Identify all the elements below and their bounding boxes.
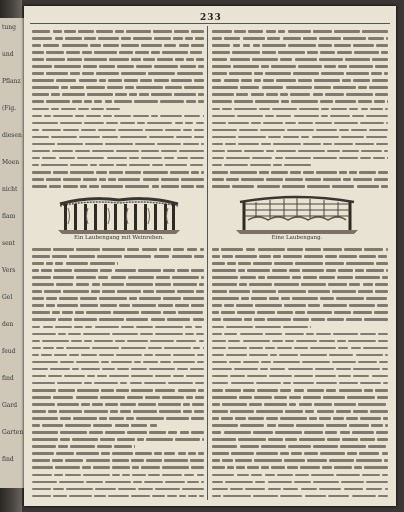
text-line — [212, 309, 388, 316]
text-line — [32, 366, 204, 373]
margin-word: find — [2, 456, 14, 463]
text-line — [212, 316, 388, 323]
left-column-text-bottom — [32, 246, 204, 500]
text-line — [212, 155, 388, 162]
text-line — [212, 352, 388, 359]
margin-word: nicht — [2, 186, 18, 193]
text-line — [32, 127, 204, 134]
text-line — [32, 373, 204, 380]
text-line — [212, 324, 388, 331]
text-line — [212, 436, 388, 443]
text-line — [32, 493, 204, 500]
text-line — [32, 486, 204, 493]
text-line — [32, 436, 204, 443]
text-line — [212, 387, 388, 394]
text-line — [212, 141, 388, 148]
right-figure-caption: Eine Laubengang. — [271, 235, 323, 241]
right-column-text-top — [212, 28, 388, 192]
text-line — [212, 260, 388, 267]
text-line — [32, 422, 204, 429]
text-line — [212, 457, 388, 464]
text-line — [212, 486, 388, 493]
text-line — [212, 267, 388, 274]
text-line — [32, 479, 204, 486]
text-line — [212, 359, 388, 366]
text-line — [212, 472, 388, 479]
text-line — [212, 302, 388, 309]
margin-word: (Fig. — [2, 105, 17, 112]
text-line — [32, 28, 204, 35]
text-line — [32, 443, 204, 450]
margin-word: Pflanz — [2, 78, 21, 85]
text-line — [32, 464, 204, 471]
text-line — [32, 450, 204, 457]
text-line — [32, 70, 204, 77]
text-line — [32, 331, 204, 338]
text-line — [212, 42, 388, 49]
text-line — [212, 253, 388, 260]
text-line — [212, 162, 388, 169]
text-line — [32, 415, 204, 422]
margin-word: und — [2, 51, 14, 58]
text-line — [32, 84, 204, 91]
text-line — [212, 415, 388, 422]
text-line — [32, 106, 204, 113]
text-line — [212, 246, 388, 253]
text-line — [212, 281, 388, 288]
margin-word: sent — [2, 240, 15, 247]
right-figure-arbor — [236, 194, 358, 242]
text-line — [32, 352, 204, 359]
text-line — [32, 49, 204, 56]
text-line — [32, 98, 204, 105]
text-line — [32, 169, 204, 176]
text-line — [212, 479, 388, 486]
text-line — [212, 429, 388, 436]
margin-word: Gel — [2, 294, 13, 301]
text-line — [32, 401, 204, 408]
left-column-text-top — [32, 28, 204, 192]
text-line — [212, 295, 388, 302]
text-line — [212, 56, 388, 63]
text-line — [32, 295, 204, 302]
text-line — [32, 176, 204, 183]
text-line — [32, 338, 204, 345]
margin-word: diesen — [2, 132, 22, 139]
text-line — [212, 49, 388, 56]
pergola-illustration — [58, 194, 180, 234]
text-line — [32, 63, 204, 70]
margin-word: Moen — [2, 159, 20, 166]
text-line — [32, 387, 204, 394]
text-line — [212, 331, 388, 338]
left-figure-caption: Ein Laubengang mit Weinreben. — [73, 235, 165, 241]
text-line — [212, 464, 388, 471]
text-line — [32, 35, 204, 42]
header-rule — [30, 23, 390, 24]
arbor-illustration — [236, 194, 358, 234]
text-line — [212, 394, 388, 401]
text-line — [212, 450, 388, 457]
text-line — [212, 98, 388, 105]
text-line — [212, 106, 388, 113]
page-leaf — [24, 6, 396, 506]
text-line — [32, 134, 204, 141]
text-line — [32, 120, 204, 127]
page-number: 233 — [200, 13, 222, 23]
margin-word: flam — [2, 213, 16, 220]
text-line — [32, 394, 204, 401]
text-line — [212, 77, 388, 84]
text-line — [32, 309, 204, 316]
text-line — [32, 113, 204, 120]
text-line — [212, 493, 388, 500]
margin-word: tung — [2, 24, 16, 31]
text-line — [212, 443, 388, 450]
text-line — [32, 316, 204, 323]
text-line — [32, 155, 204, 162]
text-line — [32, 281, 204, 288]
margin-word: den — [2, 321, 14, 328]
margin-word: Gard — [2, 402, 18, 409]
text-line — [212, 401, 388, 408]
text-line — [32, 274, 204, 281]
text-line — [212, 183, 388, 190]
margin-word: feud — [2, 348, 16, 355]
margin-word: Garten — [2, 429, 24, 436]
text-line — [212, 127, 388, 134]
text-line — [212, 91, 388, 98]
text-line — [212, 148, 388, 155]
text-line — [212, 422, 388, 429]
text-line — [32, 267, 204, 274]
text-line — [32, 42, 204, 49]
text-line — [212, 176, 388, 183]
text-line — [212, 113, 388, 120]
text-line — [212, 373, 388, 380]
text-line — [212, 288, 388, 295]
text-line — [32, 246, 204, 253]
column-divider — [207, 26, 208, 500]
left-figure-pergola — [58, 194, 180, 242]
text-line — [32, 345, 204, 352]
text-line — [212, 120, 388, 127]
text-line — [212, 274, 388, 281]
text-line — [32, 288, 204, 295]
text-line — [212, 134, 388, 141]
text-line — [212, 63, 388, 70]
text-line — [212, 84, 388, 91]
text-line — [32, 148, 204, 155]
text-line — [32, 380, 204, 387]
text-line — [32, 260, 204, 267]
text-line — [32, 457, 204, 464]
right-column-text-bottom — [212, 246, 388, 500]
text-line — [212, 366, 388, 373]
text-line — [32, 162, 204, 169]
text-line — [32, 302, 204, 309]
text-line — [32, 408, 204, 415]
text-line — [212, 70, 388, 77]
text-line — [32, 472, 204, 479]
text-line — [32, 359, 204, 366]
text-line — [32, 77, 204, 84]
text-line — [212, 345, 388, 352]
text-line — [212, 35, 388, 42]
margin-word: find — [2, 375, 14, 382]
text-line — [32, 56, 204, 63]
text-line — [32, 253, 204, 260]
previous-page-edge — [0, 18, 24, 488]
text-line — [32, 324, 204, 331]
margin-word: Vers — [2, 267, 16, 274]
text-line — [32, 91, 204, 98]
text-line — [32, 429, 204, 436]
text-line — [212, 408, 388, 415]
text-line — [212, 169, 388, 176]
text-line — [212, 338, 388, 345]
text-line — [32, 183, 204, 190]
text-line — [212, 28, 388, 35]
text-line — [32, 141, 204, 148]
text-line — [212, 380, 388, 387]
